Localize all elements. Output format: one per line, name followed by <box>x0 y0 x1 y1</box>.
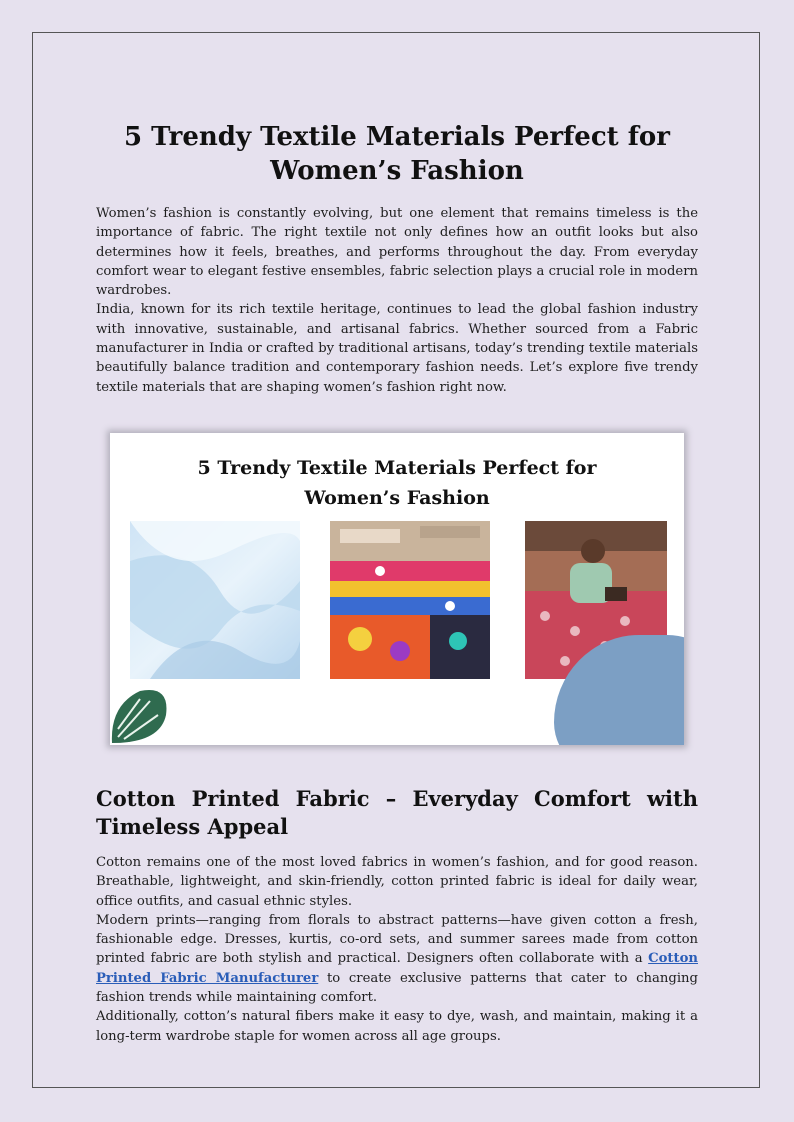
document-body <box>96 120 698 1046</box>
cotton-paragraph-3: Additionally, cotton’s natural fibers make it easy to dye, wash, and maintain, making it a long-term wardrobe staple for women across all age groups. <box>96 1009 698 1044</box>
document-title: 5 Trendy Textile Materials Perfect for Women’s Fashion <box>124 122 670 186</box>
intro-paragraph-2: India, known for its rich textile heritage, continues to lead the global fashion industry with innovative, sustainable, and artisanal fabrics. Whether sourced from a Fabric manufacturer in India or crafted by traditional artisans, today’s trending textile materials beautifully balance tradition and contemporary fashion needs. Let’s explore five trendy textile materials that are shaping women’s fashion right now. <box>96 302 698 395</box>
banner-title <box>110 453 684 513</box>
monstera-leaf-icon <box>110 685 170 745</box>
cotton-paragraph-2-text-b: to create exclusive patterns that cater to changing fashion trends while maintaining comfort. <box>96 970 698 1006</box>
section-heading-cotton: Cotton Printed Fabric – Everyday Comfort with Timeless Appeal <box>96 785 698 839</box>
intro-paragraph-1: Women’s fashion is constantly evolving, but one element that remains timeless is the importance of fabric. The right textile not only defines how an outfit looks but also determines how it feels, breathes, and performs throughout the day. From everyday comfort wear to elegant festive ensembles, fabric selection plays a crucial role in modern wardrobes. <box>96 206 698 299</box>
stacked-colorful-fabrics-image <box>330 521 490 679</box>
banner-title-line-1: 5 Trendy Textile Materials Perfect for <box>197 456 597 479</box>
cotton-paragraph-2-text-a: Modern prints—ranging from florals to abstract patterns—have given cotton a fresh, fashionable edge. Dresses, kurtis, co-ord sets, and summer sarees made from cotton printed fabric are both stylish and practical. Designers often collaborate with a <box>96 912 698 967</box>
feature-banner <box>110 433 684 745</box>
cotton-paragraph-2 <box>96 911 698 1007</box>
draped-light-blue-fabric-image <box>130 521 300 679</box>
cotton-printed-fabric-manufacturer-link[interactable]: Cotton Printed Fabric Manufacturer <box>96 951 698 986</box>
banner-title-line-2: Women’s Fashion <box>304 486 490 509</box>
cotton-paragraph-1: Cotton remains one of the most loved fabrics in women’s fashion, and for good reason. Breathable, lightweight, and skin-friendly, cotton printed fabric is ideal for daily wear, office outfits, and casual ethnic styles. <box>96 854 698 909</box>
